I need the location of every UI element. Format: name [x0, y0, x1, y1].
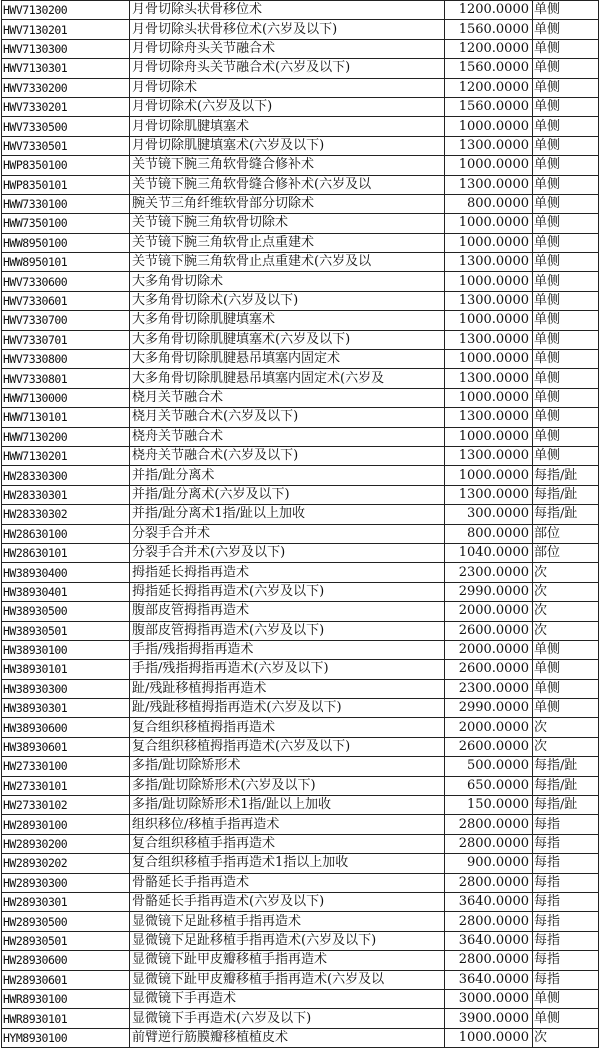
unit-cell: 单侧	[533, 97, 599, 116]
unit-cell: 单侧	[533, 233, 599, 252]
item-name-cell: 月骨切除术	[130, 78, 445, 97]
table-row	[2, 543, 599, 562]
price-cell: 500.0000	[445, 757, 533, 776]
table-row	[2, 175, 599, 194]
table-row	[2, 408, 599, 427]
unit-cell: 单侧	[533, 989, 599, 1008]
item-name-cell: 关节镜下腕三角软骨止点重建术(六岁及以	[130, 253, 445, 272]
item-name-cell: 显微镜下趾甲皮瓣移植手指再造术(六岁及以	[130, 970, 445, 989]
unit-cell: 单侧	[533, 350, 599, 369]
price-cell: 1200.0000	[445, 78, 533, 97]
price-cell: 2000.0000	[445, 602, 533, 621]
item-name-cell: 复合组织移植拇指再造术(六岁及以下)	[130, 737, 445, 756]
unit-cell: 部位	[533, 543, 599, 562]
price-cell: 2300.0000	[445, 563, 533, 582]
table-row	[2, 931, 599, 950]
unit-cell: 单侧	[533, 408, 599, 427]
unit-cell: 每指	[533, 931, 599, 950]
unit-cell: 单侧	[533, 699, 599, 718]
table-row	[2, 97, 599, 116]
unit-cell: 每指/趾	[533, 505, 599, 524]
item-name-cell: 显微镜下足趾移植手指再造术(六岁及以下)	[130, 931, 445, 950]
unit-cell: 单侧	[533, 369, 599, 388]
price-cell: 1300.0000	[445, 485, 533, 504]
item-name-cell: 月骨切除肌腱填塞术(六岁及以下)	[130, 136, 445, 155]
item-name-cell: 趾/残趾移植拇指再造术(六岁及以下)	[130, 699, 445, 718]
unit-cell: 每指/趾	[533, 466, 599, 485]
item-name-cell: 拇指延长拇指再造术	[130, 563, 445, 582]
unit-cell: 次	[533, 582, 599, 601]
table-row	[2, 815, 599, 834]
item-code-cell: HW38930400	[2, 563, 130, 582]
unit-cell: 单侧	[533, 1, 599, 20]
unit-cell: 单侧	[533, 388, 599, 407]
table-row	[2, 1009, 599, 1028]
item-name-cell: 关节镜下腕三角软骨缝合修补术	[130, 156, 445, 175]
price-cell: 1200.0000	[445, 1, 533, 20]
item-code-cell: HWV7330700	[2, 311, 130, 330]
unit-cell: 每指/趾	[533, 796, 599, 815]
item-code-cell: HWV7130300	[2, 39, 130, 58]
item-code-cell: HWW7130200	[2, 427, 130, 446]
item-code-cell: HW38930100	[2, 640, 130, 659]
table-row	[2, 427, 599, 446]
item-name-cell: 显微镜下趾甲皮瓣移植手指再造术	[130, 951, 445, 970]
price-cell: 3640.0000	[445, 931, 533, 950]
item-name-cell: 桡月关节融合术	[130, 388, 445, 407]
unit-cell: 每指	[533, 892, 599, 911]
table-row	[2, 737, 599, 756]
table-row	[2, 873, 599, 892]
item-name-cell: 显微镜下手再造术(六岁及以下)	[130, 1009, 445, 1028]
table-row	[2, 602, 599, 621]
table-row	[2, 136, 599, 155]
item-code-cell: HW38930301	[2, 699, 130, 718]
unit-cell: 单侧	[533, 330, 599, 349]
item-code-cell: HW28330301	[2, 485, 130, 504]
unit-cell: 次	[533, 563, 599, 582]
item-code-cell: HWW8950100	[2, 233, 130, 252]
item-code-cell: HWV7330800	[2, 350, 130, 369]
price-cell: 1300.0000	[445, 446, 533, 465]
table-row	[2, 834, 599, 853]
price-cell: 1000.0000	[445, 233, 533, 252]
item-code-cell: HW28330302	[2, 505, 130, 524]
price-cell: 1000.0000	[445, 1028, 533, 1047]
price-cell: 2800.0000	[445, 951, 533, 970]
price-cell: 1000.0000	[445, 156, 533, 175]
item-name-cell: 腹部皮管拇指再造术	[130, 602, 445, 621]
table-row	[2, 989, 599, 1008]
item-name-cell: 并指/趾分离术1指/趾以上加收	[130, 505, 445, 524]
unit-cell: 单侧	[533, 272, 599, 291]
unit-cell: 单侧	[533, 660, 599, 679]
item-code-cell: HW38930300	[2, 679, 130, 698]
item-code-cell: HWV7330701	[2, 330, 130, 349]
item-name-cell: 大多角骨切除肌腱悬吊填塞内固定术(六岁及	[130, 369, 445, 388]
unit-cell: 每指/趾	[533, 757, 599, 776]
item-name-cell: 桡舟关节融合术	[130, 427, 445, 446]
table-row	[2, 39, 599, 58]
item-name-cell: 腹部皮管拇指再造术(六岁及以下)	[130, 621, 445, 640]
table-row	[2, 679, 599, 698]
item-name-cell: 多指/趾切除矫形术1指/趾以上加收	[130, 796, 445, 815]
price-cell: 300.0000	[445, 505, 533, 524]
table-row	[2, 718, 599, 737]
item-name-cell: 骨骼延长手指再造术	[130, 873, 445, 892]
fee-schedule-table	[1, 0, 599, 1048]
item-code-cell: HW28930202	[2, 854, 130, 873]
price-cell: 2800.0000	[445, 815, 533, 834]
unit-cell: 单侧	[533, 156, 599, 175]
price-cell: 650.0000	[445, 776, 533, 795]
table-row	[2, 291, 599, 310]
table-row	[2, 796, 599, 815]
price-cell: 1040.0000	[445, 543, 533, 562]
unit-cell: 单侧	[533, 679, 599, 698]
unit-cell: 单侧	[533, 136, 599, 155]
table-row	[2, 640, 599, 659]
table-row	[2, 388, 599, 407]
item-name-cell: 组织移位/移植手指再造术	[130, 815, 445, 834]
item-code-cell: HW38930601	[2, 737, 130, 756]
price-cell: 1300.0000	[445, 175, 533, 194]
price-cell: 2800.0000	[445, 873, 533, 892]
item-code-cell: HW28930301	[2, 892, 130, 911]
price-cell: 1200.0000	[445, 39, 533, 58]
item-name-cell: 手指/残指拇指再造术	[130, 640, 445, 659]
item-name-cell: 月骨切除头状骨移位术(六岁及以下)	[130, 20, 445, 39]
item-code-cell: HW28930501	[2, 931, 130, 950]
item-code-cell: HWV7330200	[2, 78, 130, 97]
item-code-cell: HW28930100	[2, 815, 130, 834]
price-cell: 1560.0000	[445, 20, 533, 39]
price-cell: 2300.0000	[445, 679, 533, 698]
item-code-cell: HWW7350100	[2, 214, 130, 233]
table-row	[2, 485, 599, 504]
item-name-cell: 分裂手合并术(六岁及以下)	[130, 543, 445, 562]
unit-cell: 单侧	[533, 427, 599, 446]
table-row	[2, 757, 599, 776]
item-code-cell: HWW7130201	[2, 446, 130, 465]
price-cell: 1300.0000	[445, 330, 533, 349]
price-cell: 1000.0000	[445, 350, 533, 369]
item-code-cell: HW28630100	[2, 524, 130, 543]
item-code-cell: HW28930601	[2, 970, 130, 989]
item-name-cell: 大多角骨切除术	[130, 272, 445, 291]
price-cell: 1000.0000	[445, 272, 533, 291]
price-cell: 3000.0000	[445, 989, 533, 1008]
unit-cell: 次	[533, 1028, 599, 1047]
unit-cell: 每指/趾	[533, 776, 599, 795]
item-code-cell: HW38930600	[2, 718, 130, 737]
unit-cell: 每指	[533, 970, 599, 989]
item-code-cell: HWV7130200	[2, 1, 130, 20]
table-row	[2, 214, 599, 233]
table-row	[2, 78, 599, 97]
item-name-cell: 月骨切除术(六岁及以下)	[130, 97, 445, 116]
table-row	[2, 272, 599, 291]
unit-cell: 每指	[533, 951, 599, 970]
unit-cell: 次	[533, 737, 599, 756]
price-cell: 1560.0000	[445, 97, 533, 116]
unit-cell: 单侧	[533, 78, 599, 97]
unit-cell: 单侧	[533, 194, 599, 213]
item-code-cell: HWV7330201	[2, 97, 130, 116]
item-code-cell: HWV7330501	[2, 136, 130, 155]
item-code-cell: HWV7130301	[2, 59, 130, 78]
item-name-cell: 桡舟关节融合术(六岁及以下)	[130, 446, 445, 465]
table-row	[2, 505, 599, 524]
price-cell: 1000.0000	[445, 214, 533, 233]
table-body	[2, 1, 599, 1048]
unit-cell: 单侧	[533, 1009, 599, 1028]
price-cell: 2000.0000	[445, 640, 533, 659]
item-name-cell: 月骨切除肌腱填塞术	[130, 117, 445, 136]
item-name-cell: 月骨切除头状骨移位术	[130, 1, 445, 20]
item-code-cell: HW38930101	[2, 660, 130, 679]
item-name-cell: 腕关节三角纤维软骨部分切除术	[130, 194, 445, 213]
unit-cell: 单侧	[533, 253, 599, 272]
item-name-cell: 手指/残指拇指再造术(六岁及以下)	[130, 660, 445, 679]
unit-cell: 每指	[533, 912, 599, 931]
table-row	[2, 20, 599, 39]
item-name-cell: 桡月关节融合术(六岁及以下)	[130, 408, 445, 427]
price-cell: 150.0000	[445, 796, 533, 815]
price-cell: 2000.0000	[445, 718, 533, 737]
item-name-cell: 大多角骨切除术(六岁及以下)	[130, 291, 445, 310]
table-row	[2, 233, 599, 252]
price-cell: 2800.0000	[445, 834, 533, 853]
price-cell: 800.0000	[445, 194, 533, 213]
unit-cell: 单侧	[533, 640, 599, 659]
price-cell: 1300.0000	[445, 369, 533, 388]
item-code-cell: HWV7330600	[2, 272, 130, 291]
item-name-cell: 复合组织移植拇指再造术	[130, 718, 445, 737]
item-name-cell: 大多角骨切除肌腱填塞术(六岁及以下)	[130, 330, 445, 349]
item-name-cell: 并指/趾分离术	[130, 466, 445, 485]
item-code-cell: HW38930500	[2, 602, 130, 621]
item-code-cell: HW28630101	[2, 543, 130, 562]
item-code-cell: HWV7330500	[2, 117, 130, 136]
table-row	[2, 350, 599, 369]
price-cell: 1000.0000	[445, 117, 533, 136]
item-name-cell: 复合组织移植手指再造术	[130, 834, 445, 853]
table-row	[2, 253, 599, 272]
price-cell: 900.0000	[445, 854, 533, 873]
item-code-cell: HW27330100	[2, 757, 130, 776]
item-code-cell: HW27330102	[2, 796, 130, 815]
item-name-cell: 复合组织移植手指再造术1指以上加收	[130, 854, 445, 873]
unit-cell: 单侧	[533, 175, 599, 194]
item-name-cell: 大多角骨切除肌腱悬吊填塞内固定术	[130, 350, 445, 369]
price-cell: 1560.0000	[445, 59, 533, 78]
item-code-cell: HWW7130101	[2, 408, 130, 427]
price-cell: 1000.0000	[445, 388, 533, 407]
unit-cell: 次	[533, 718, 599, 737]
item-name-cell: 月骨切除舟头关节融合术(六岁及以下)	[130, 59, 445, 78]
price-cell: 1300.0000	[445, 408, 533, 427]
item-name-cell: 显微镜下手再造术	[130, 989, 445, 1008]
unit-cell: 部位	[533, 524, 599, 543]
item-name-cell: 显微镜下足趾移植手指再造术	[130, 912, 445, 931]
table-row	[2, 156, 599, 175]
table-row	[2, 582, 599, 601]
price-cell: 800.0000	[445, 524, 533, 543]
price-cell: 2990.0000	[445, 699, 533, 718]
item-code-cell: HWR8930101	[2, 1009, 130, 1028]
unit-cell: 单侧	[533, 20, 599, 39]
price-cell: 1300.0000	[445, 136, 533, 155]
item-name-cell: 月骨切除舟头关节融合术	[130, 39, 445, 58]
table-row	[2, 446, 599, 465]
table-row	[2, 854, 599, 873]
item-code-cell: HW28930500	[2, 912, 130, 931]
item-name-cell: 多指/趾切除矫形术(六岁及以下)	[130, 776, 445, 795]
price-cell: 3900.0000	[445, 1009, 533, 1028]
unit-cell: 每指	[533, 815, 599, 834]
item-code-cell: HW27330101	[2, 776, 130, 795]
price-cell: 3640.0000	[445, 970, 533, 989]
item-code-cell: HWV7330801	[2, 369, 130, 388]
item-code-cell: HWW7130000	[2, 388, 130, 407]
table-row	[2, 194, 599, 213]
table-row	[2, 59, 599, 78]
table-row	[2, 1, 599, 20]
unit-cell: 单侧	[533, 311, 599, 330]
table-row	[2, 892, 599, 911]
table-row	[2, 660, 599, 679]
price-cell: 2800.0000	[445, 912, 533, 931]
price-cell: 1000.0000	[445, 427, 533, 446]
table-row	[2, 563, 599, 582]
item-code-cell: HW28930200	[2, 834, 130, 853]
table-row	[2, 466, 599, 485]
price-cell: 2600.0000	[445, 660, 533, 679]
unit-cell: 每指	[533, 834, 599, 853]
item-name-cell: 并指/趾分离术(六岁及以下)	[130, 485, 445, 504]
table-row	[2, 699, 599, 718]
item-name-cell: 趾/残趾移植拇指再造术	[130, 679, 445, 698]
table-row	[2, 951, 599, 970]
price-cell: 2600.0000	[445, 621, 533, 640]
price-cell: 1000.0000	[445, 311, 533, 330]
unit-cell: 单侧	[533, 291, 599, 310]
table-row	[2, 311, 599, 330]
item-code-cell: HWP8350101	[2, 175, 130, 194]
item-code-cell: HW38930401	[2, 582, 130, 601]
unit-cell: 次	[533, 621, 599, 640]
price-cell: 3640.0000	[445, 892, 533, 911]
unit-cell: 单侧	[533, 214, 599, 233]
item-name-cell: 关节镜下腕三角软骨止点重建术	[130, 233, 445, 252]
item-name-cell: 拇指延长拇指再造术(六岁及以下)	[130, 582, 445, 601]
item-code-cell: HWV7330601	[2, 291, 130, 310]
item-name-cell: 多指/趾切除矫形术	[130, 757, 445, 776]
item-code-cell: HWR8930100	[2, 989, 130, 1008]
table-row	[2, 1028, 599, 1047]
item-code-cell: HWV7130201	[2, 20, 130, 39]
table-row	[2, 970, 599, 989]
table-row	[2, 330, 599, 349]
price-cell: 1300.0000	[445, 253, 533, 272]
unit-cell: 每指	[533, 854, 599, 873]
item-code-cell: HW38930501	[2, 621, 130, 640]
table-row	[2, 621, 599, 640]
unit-cell: 单侧	[533, 446, 599, 465]
table-row	[2, 776, 599, 795]
unit-cell: 每指	[533, 873, 599, 892]
item-code-cell: HWP8350100	[2, 156, 130, 175]
price-cell: 2600.0000	[445, 737, 533, 756]
table-row	[2, 117, 599, 136]
table-row	[2, 912, 599, 931]
unit-cell: 单侧	[533, 59, 599, 78]
item-name-cell: 骨骼延长手指再造术(六岁及以下)	[130, 892, 445, 911]
item-name-cell: 大多角骨切除肌腱填塞术	[130, 311, 445, 330]
price-cell: 1300.0000	[445, 291, 533, 310]
item-code-cell: HW28330300	[2, 466, 130, 485]
unit-cell: 次	[533, 602, 599, 621]
unit-cell: 每指/趾	[533, 485, 599, 504]
unit-cell: 单侧	[533, 39, 599, 58]
price-cell: 1000.0000	[445, 466, 533, 485]
item-code-cell: HW28930600	[2, 951, 130, 970]
item-code-cell: HWW7330100	[2, 194, 130, 213]
item-name-cell: 分裂手合并术	[130, 524, 445, 543]
table-row	[2, 369, 599, 388]
item-name-cell: 前臂逆行筋膜瓣移植植皮术	[130, 1028, 445, 1047]
item-code-cell: HYM8930100	[2, 1028, 130, 1047]
item-code-cell: HWW8950101	[2, 253, 130, 272]
item-name-cell: 关节镜下腕三角软骨缝合修补术(六岁及以	[130, 175, 445, 194]
unit-cell: 单侧	[533, 117, 599, 136]
item-name-cell: 关节镜下腕三角软骨切除术	[130, 214, 445, 233]
item-code-cell: HW28930300	[2, 873, 130, 892]
price-cell: 2990.0000	[445, 582, 533, 601]
table-row	[2, 524, 599, 543]
